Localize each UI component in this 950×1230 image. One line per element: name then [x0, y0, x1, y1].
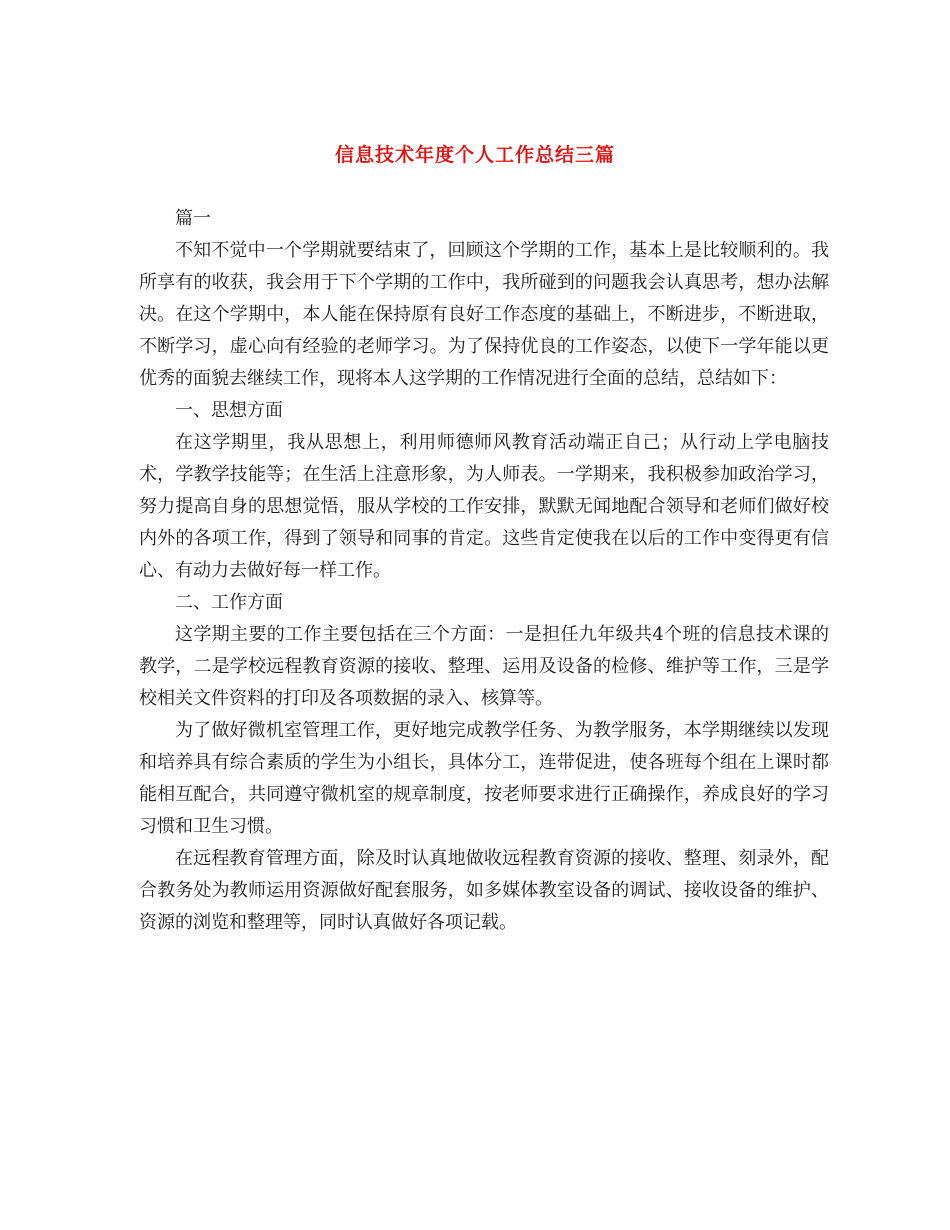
paragraph-lab-management: 为了做好微机室管理工作，更好地完成教学任务、为教学服务，本学期继续以发现和培养具有综合素质的学生为小组长，具体分工，连带促进，使各班每个组在上课时都能相互配合，共同遵守微机室的规章制度，按老师要求进行正确操作，养成良好的学习习惯和卫生习惯。 [139, 720, 829, 837]
document-title: 信息技术年度个人工作总结三篇 [334, 144, 615, 166]
paragraph-thought: 在这学期里，我从思想上，利用师德师风教育活动端正自己；从行动上学电脑技术，学教学技能等；在生活上注意形象，为人师表。一学期来，我积极参加政治学习，努力提高自身的思想觉悟，服从学校的工作安排，默默无闻地配合领导和老师们做好校内外的各项工作，得到了领导和同事的肯定。这些肯定使我在以后的工作中变得更有信心、有动力去做好每一样工作。 [139, 432, 829, 581]
section-heading-thought: 一、思想方面 [175, 400, 283, 421]
paragraph-remote-education: 在远程教育管理方面，除及时认真地做收远程教育资源的接收、整理、刻录外，配合教务处为教师运用资源做好配套服务，如多媒体教室设备的调试、接收设备的维护、资源的浏览和整理等，同时认真做好各项记载。 [139, 848, 829, 933]
section-heading-work: 二、工作方面 [175, 592, 283, 613]
paragraph-intro: 不知不觉中一个学期就要结束了，回顾这个学期的工作，基本上是比较顺利的。我所享有的收获，我会用于下个学期的工作中，我所碰到的问题我会认真思考，想办法解决。在这个学期中，本人能在保持原有良好工作态度的基础上，不断进步，不断进取，不断学习，虚心向有经验的老师学习。为了保持优良的工作姿态，以使下一学年能以更优秀的面貌去继续工作，现将本人这学期的工作情况进行全面的总结，总结如下： [139, 240, 829, 389]
part-label: 篇一 [175, 208, 211, 229]
paragraph-work-overview: 这学期主要的工作主要包括在三个方面：一是担任九年级共4个班的信息技术课的教学，二是学校远程教育资源的接收、整理、运用及设备的检修、维护等工作，三是学校相关文件资料的打印及各项数据的录入、核算等。 [139, 624, 829, 709]
document-body [139, 203, 829, 939]
